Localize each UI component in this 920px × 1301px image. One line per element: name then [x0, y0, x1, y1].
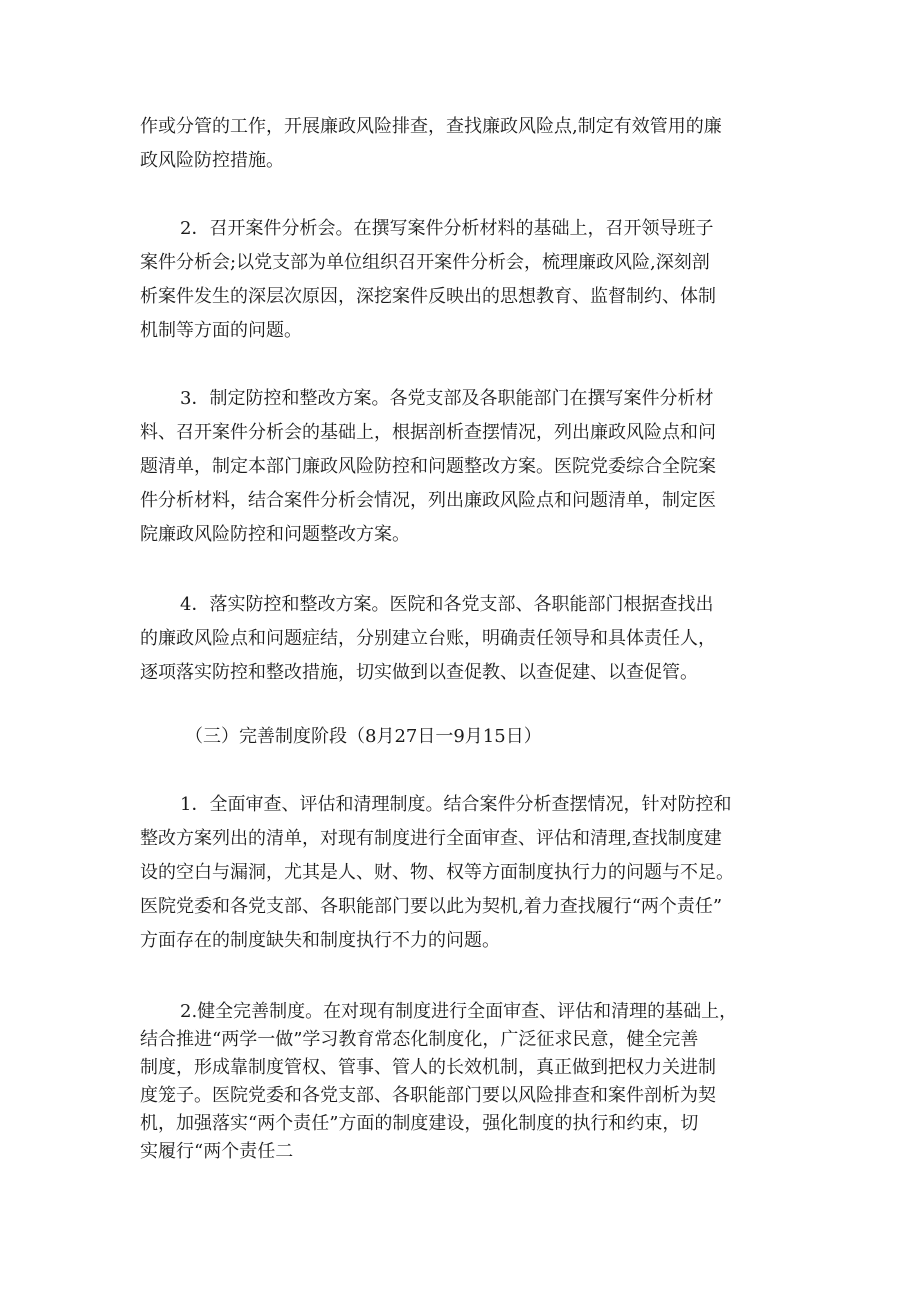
text-line: 制度，形成靠制度管权、管事、管人的长效机制，真正做到把权力关进制 [140, 1057, 716, 1078]
paragraph-risk-measures [140, 110, 790, 178]
text-line: 案件分析会;以党支部为单位组织召开案件分析会，梳理廉政风险,深刻剖 [140, 252, 710, 273]
text-line: 方面存在的制度缺失和制度执行不力的问题。 [140, 930, 500, 951]
text-line: 题清单，制定本部门廉政风险防控和问题整改方案。医院党委综合全院案 [140, 456, 716, 477]
text-line: 析案件发生的深层次原因，深挖案件反映出的思想教育、监督制约、体制 [140, 286, 716, 307]
text-line: 设的空白与漏洞，尤其是人、财、物、权等方面制度执行力的问题与不足。 [140, 862, 734, 883]
text-line: 机，加强落实“两个责任”方面的制度建设，强化制度的执行和约束，切 [140, 1113, 699, 1134]
paragraph-improve-system [140, 998, 790, 1166]
text-line: 3．制定防控和整改方案。各党支部及各职能部门在撰写案件分析材 [180, 388, 714, 409]
text-line: 料、召开案件分析会的基础上，根据剖析查摆情况，列出廉政风险点和问 [140, 422, 716, 443]
text-line: 机制等方面的问题。 [140, 320, 302, 341]
text-line: 结合推进“两学一做”学习教育常态化制度化，广泛征求民意，健全完善 [140, 1029, 699, 1050]
text-line: 2．召开案件分析会。在撰写案件分析材料的基础上，召开领导班子 [180, 218, 714, 239]
text-line: 2.健全完善制度。在对现有制度进行全面审查、评估和清理的基础上， [180, 1001, 738, 1022]
text-line: 4．落实防控和整改方案。医院和各党支部、各职能部门根据查找出 [180, 594, 714, 615]
text-line: 政风险防控措施。 [140, 150, 284, 171]
text-line: 1．全面审查、评估和清理制度。结合案件分析查摆情况，针对防控和 [180, 794, 732, 815]
paragraph-formulate-plan [140, 382, 790, 552]
paragraph-review-system [140, 788, 790, 958]
text-line: 度笼子。医院党委和各党支部、各职能部门要以风险排查和案件剖析为契 [140, 1085, 716, 1106]
text-line: 作或分管的工作，开展廉政风险排查，查找廉政风险点,制定有效管用的廉 [140, 116, 722, 137]
text-line: 医院党委和各党支部、各职能部门要以此为契机,着力查找履行“两个责任” [140, 896, 723, 917]
paragraph-implement-plan [140, 588, 790, 690]
paragraph-case-analysis-meeting [140, 212, 790, 348]
text-line: 整改方案列出的清单，对现有制度进行全面审查、评估和清理,查找制度建 [140, 828, 722, 849]
section-heading: （三）完善制度阶段（8月27日一9月15日） [185, 726, 542, 747]
text-line: 逐项落实防控和整改措施，切实做到以查促教、以查促建、以查促管。 [140, 662, 698, 683]
text-line: 的廉政风险点和问题症结，分别建立台账，明确责任领导和具体责任人， [140, 628, 716, 649]
text-line: 实履行“两个责任二 [140, 1141, 294, 1162]
text-line: 件分析材料，结合案件分析会情况，列出廉政风险点和问题清单，制定医 [140, 490, 716, 511]
text-line: 院廉政风险防控和问题整改方案。 [140, 524, 410, 545]
